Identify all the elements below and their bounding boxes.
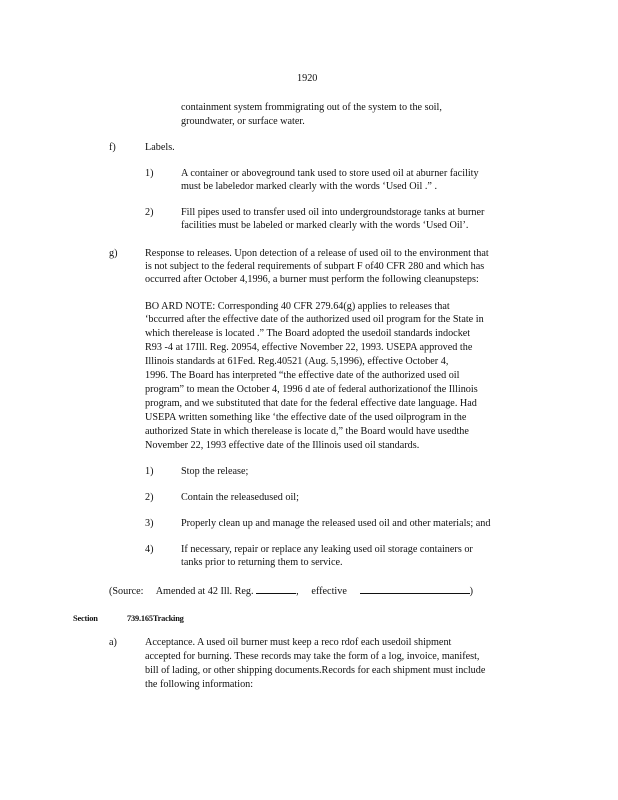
- g-step-1-text: Stop the release;: [181, 466, 249, 477]
- board-note-line-5: Illinois standards at 61Fed. Reg.40521 (Aug. 5,1996), effective October 4,: [145, 356, 449, 367]
- f-item-2-marker: 2): [145, 207, 154, 218]
- g-step-4-line-1: If necessary, repair or replace any leaking used oil storage containers or: [181, 544, 473, 555]
- board-note-line-8: program, and we substituted that date for the federal effective date language. Had: [145, 398, 477, 409]
- g-line-3: occurred after October 4,1996, a burner must perform the following cleanupsteps:: [145, 274, 479, 285]
- source-amended: Amended at 42 Ill. Reg.: [155, 586, 254, 597]
- board-note-line-7: program” to mean the October 4, 1996 d ate of federal authorizationof the Illinois: [145, 384, 478, 395]
- g-line-1: Response to releases. Upon detection of a release of used oil to the environment that: [145, 248, 489, 259]
- board-note-line-11: November 22, 1993 effective date of the Illinois used oil standards.: [145, 440, 420, 451]
- source-note: [109, 584, 473, 599]
- board-note-line-1: BO ARD NOTE: Corresponding 40 CFR 279.64(g) applies to releases that: [145, 301, 450, 312]
- board-note-line-10: authorized State in which therelease is locate d,” the Board would have usedthe: [145, 426, 469, 437]
- g-line-2: is not subject to the federal requirements of subpart F of40 CFR 280 and which has: [145, 261, 485, 272]
- page-number: 1920: [297, 73, 318, 84]
- board-note-line-2: ‘bccurred after the effective date of the authorized used oil program for the State in: [145, 314, 484, 325]
- section-label: Section: [73, 614, 98, 623]
- source-close: ): [469, 586, 473, 597]
- g-step-4-line-2: tanks prior to returning them to service.: [181, 557, 343, 568]
- f-item-1-line-1: A container or aboveground tank used to store used oil at aburner facility: [181, 168, 479, 179]
- source-comma: ,: [296, 586, 299, 597]
- board-note-line-6: 1996. The Board has interpreted “the effective date of the authorized used oil: [145, 370, 460, 381]
- f-item-1-line-2: must be labeledor marked clearly with the words ‘Used Oil .” .: [181, 181, 438, 192]
- board-note-line-4: R93 -4 at 17Ill. Reg. 20954, effective November 22, 1993. USEPA approved the: [145, 342, 473, 353]
- a-line-1: Acceptance. A used oil burner must keep a reco rdof each usedoil shipment: [145, 637, 452, 648]
- a-line-2: accepted for burning. These records may take the form of a log, invoice, manifest,: [145, 651, 480, 662]
- continuation-line-2: groundwater, or surface water.: [181, 116, 305, 127]
- subsection-g-marker: g): [109, 248, 118, 259]
- g-step-4-marker: 4): [145, 544, 154, 555]
- a-line-3: bill of lading, or other shipping documents.Records for each shipment must include: [145, 665, 486, 676]
- a-line-4: the following information:: [145, 679, 254, 690]
- subsection-a-marker: a): [109, 637, 117, 648]
- section-title: 739.165Tracking: [127, 614, 184, 623]
- board-note-line-3: which therelease is located .” The Board adopted the usedoil standards indocket: [145, 328, 471, 339]
- source-prefix: (Source:: [109, 586, 144, 597]
- source-reg-page-blank: [256, 584, 296, 594]
- g-step-2-text: Contain the releasedused oil;: [181, 492, 299, 503]
- source-effective-date-blank: [360, 584, 470, 594]
- f-item-2-line-1: Fill pipes used to transfer used oil into undergroundstorage tanks at burner: [181, 207, 485, 218]
- f-item-1-marker: 1): [145, 168, 154, 179]
- board-note-line-9: USEPA written something like ‘the effective date of the used oilprogram in the: [145, 412, 467, 423]
- g-step-3-text: Properly clean up and manage the released used oil and other materials; and: [181, 518, 491, 529]
- continuation-line-1: containment system frommigrating out of the system to the soil,: [181, 102, 442, 113]
- f-item-2-line-2: facilities must be labeled or marked clearly with the words ‘Used Oil’.: [181, 220, 469, 231]
- subsection-f-title: Labels.: [145, 142, 175, 153]
- g-step-3-marker: 3): [145, 518, 154, 529]
- source-effective: effective: [311, 586, 347, 597]
- g-step-2-marker: 2): [145, 492, 154, 503]
- g-step-1-marker: 1): [145, 466, 154, 477]
- subsection-f-marker: f): [109, 142, 116, 153]
